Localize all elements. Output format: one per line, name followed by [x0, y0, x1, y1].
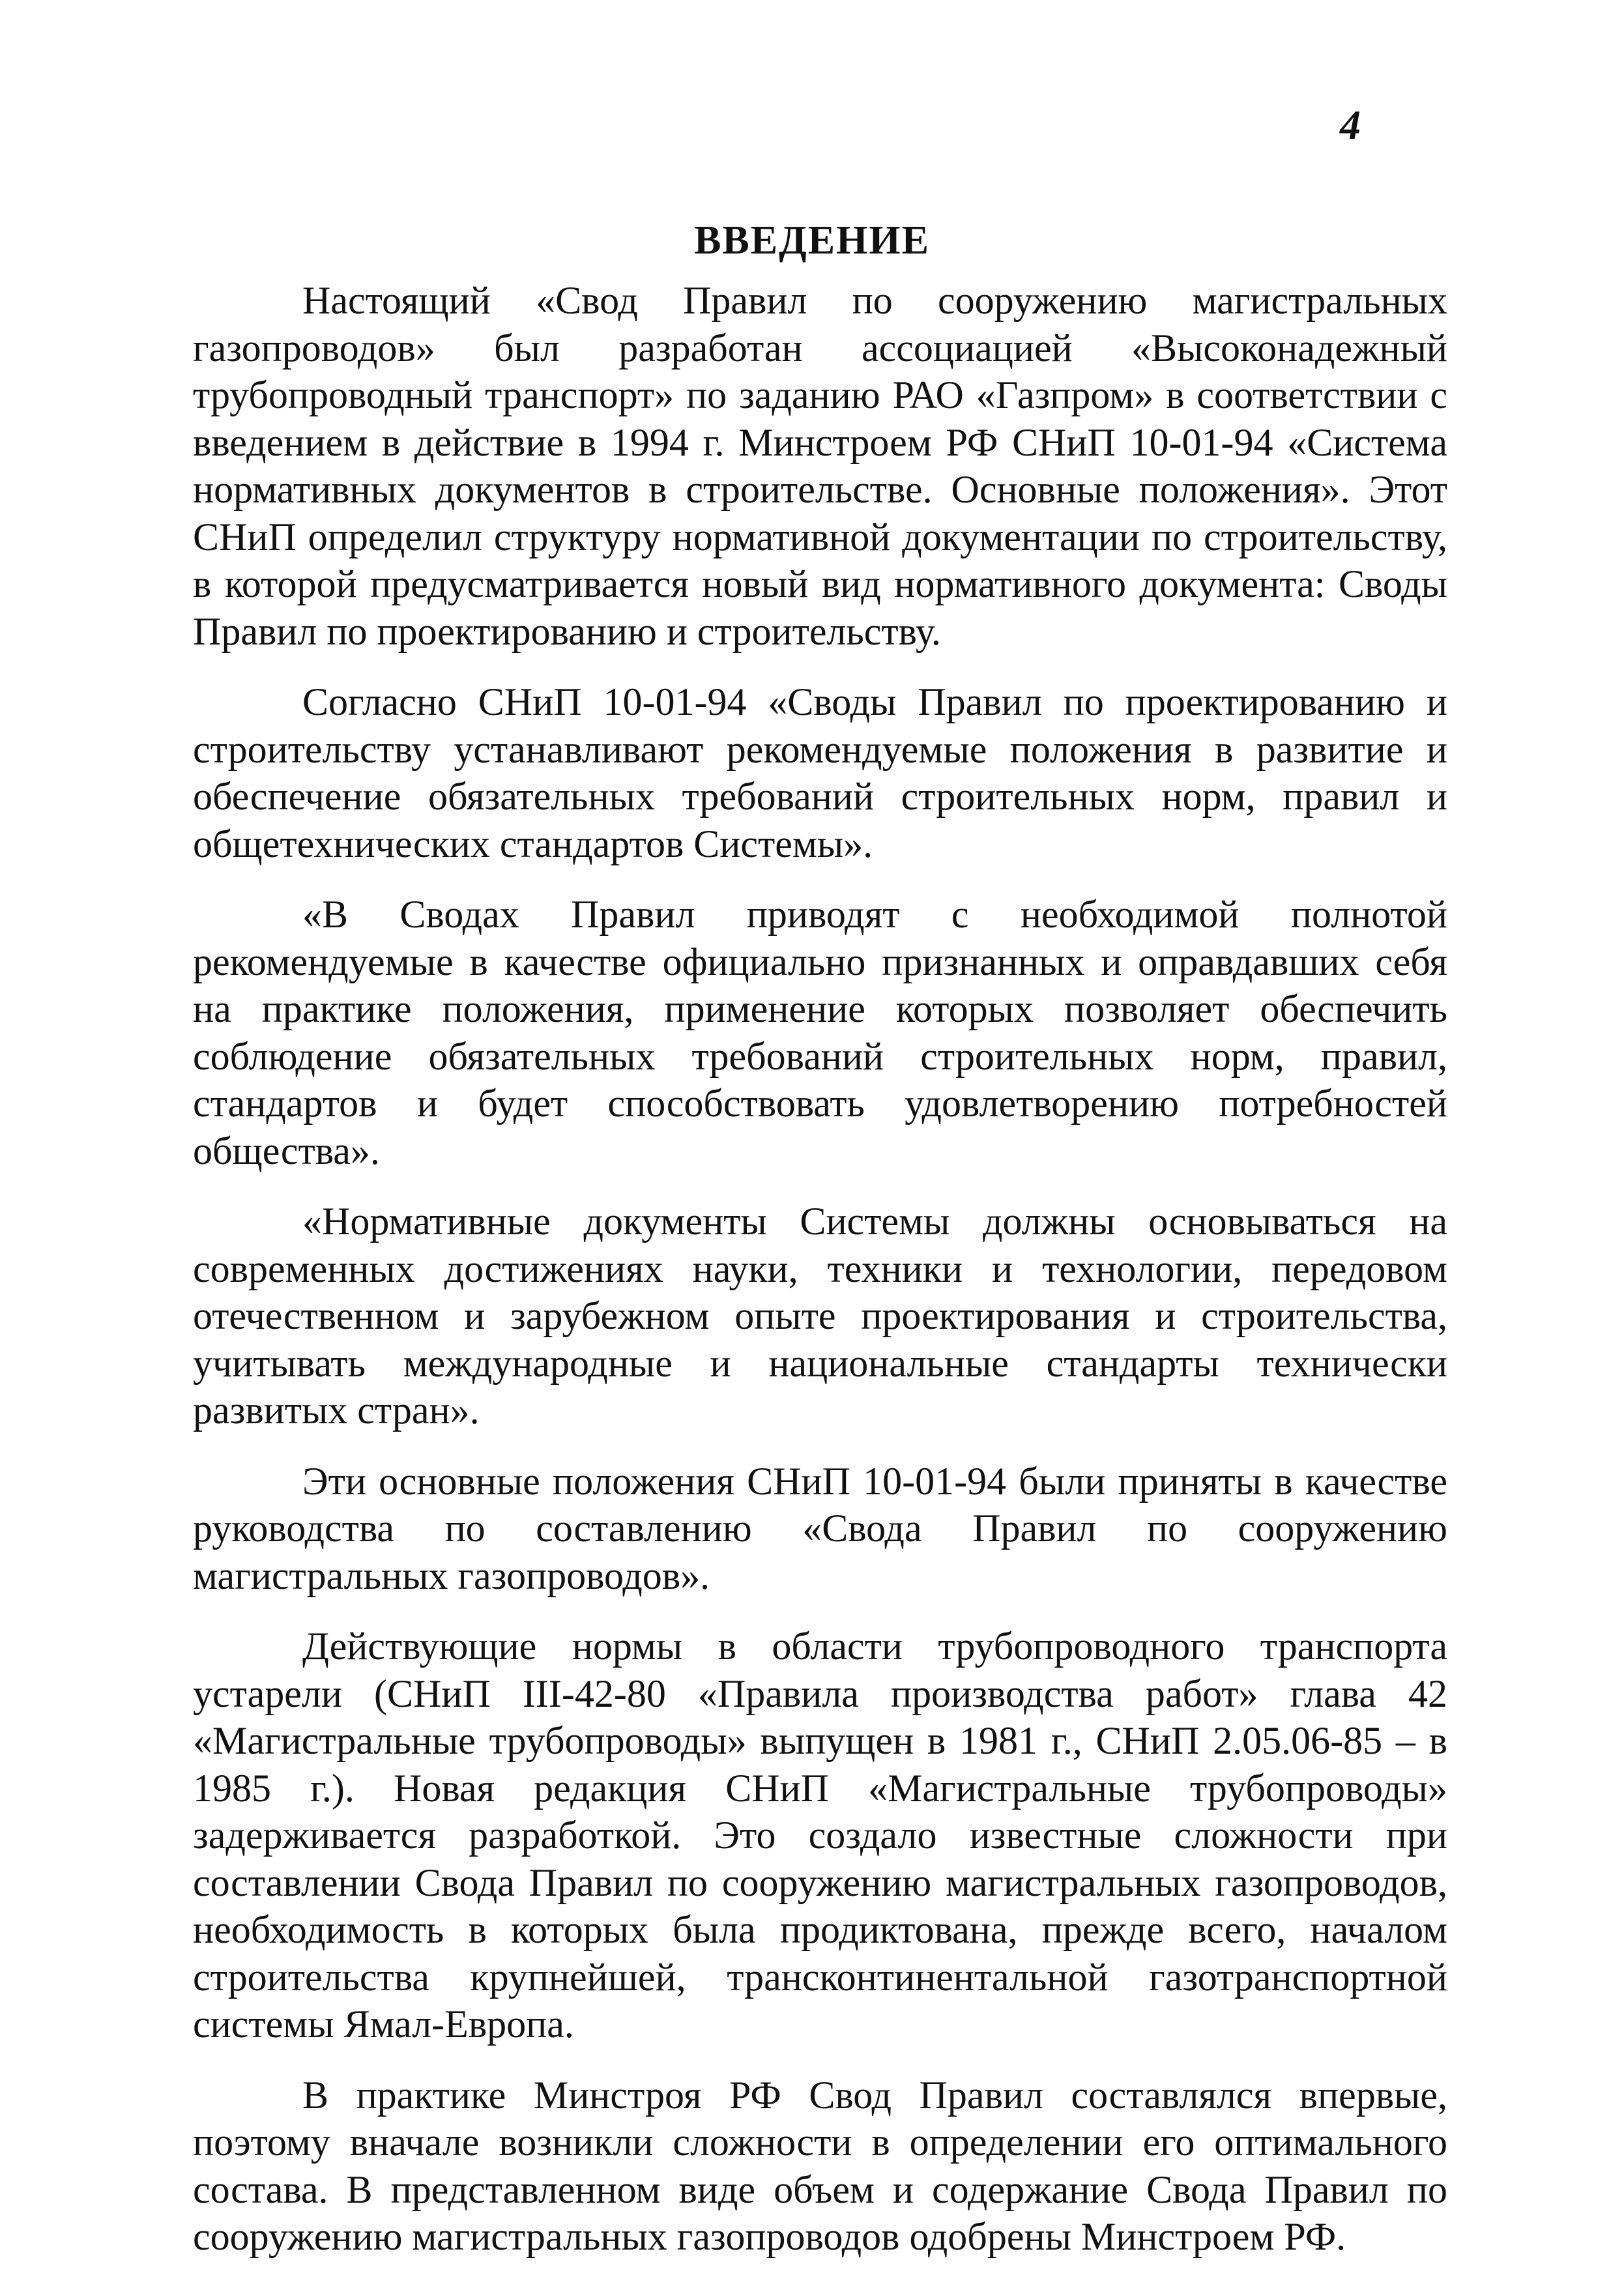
paragraph-snip-definition: Согласно СНиП 10-01-94 «Своды Правил по проектированию и строительству устанавливают рекомендуемые положения в развитие и обеспечение обязательных требований строительных норм, правил и общетехнических стандартов Системы». — [193, 680, 1447, 865]
paragraph-quote-svody: «В Сводах Правил приводят с необходимой полнотой рекомендуемые в качестве официально признанных и оправдавших себя на практике положения, применение которых позволяет обеспечить соблюдение обязательных требований строительных норм, правил, стандартов и будет способствовать удовлетворению потребностей общества». — [193, 893, 1447, 1172]
body-text — [193, 277, 1447, 2261]
paragraph-basis: Эти основные положения СНиП 10-01-94 были приняты в качестве руководства по составлению «Свода Правил по сооружению магистральных газопроводов». — [193, 1459, 1447, 1597]
section-title: ВВЕДЕНИЕ — [694, 218, 930, 263]
paragraph-quote-normative: «Нормативные документы Системы должны основываться на современных достижениях науки, техники и технологии, передовом отечественном и зарубежном опыте проектирования и строительства, учитывать международные и национальные стандарты технически развитых стран». — [193, 1200, 1447, 1432]
paragraph-intro: Настоящий «Свод Правил по сооружению магистральных газопроводов» был разработан ассоциацией «Высоконадежный трубопроводный транспорт» по заданию РАО «Газпром» в соответствии с введением в действие в 1994 г. Минстроем РФ СНиП 10-01-94 «Система нормативных документов в строительстве. Основные положения». Этот СНиП определил структуру нормативной документации по строительству, в которой предусматривается новый вид нормативного документа: Своды Правил по проектированию и строительству. — [193, 279, 1447, 653]
paragraph-practice: В практике Минстроя РФ Свод Правил составлялся впервые, поэтому вначале возникли сложности в определении его оптимального состава. В представленном виде объем и содержание Свода Правил по сооружению магистральных газопроводов одобрены Минстроем РФ. — [193, 2073, 1447, 2258]
page-number: 4 — [1340, 102, 1361, 148]
paragraph-outdated-norms: Действующие нормы в области трубопроводного транспорта устарели (СНиП III-42-80 «Правила производства работ» глава 42 «Магистральные трубопроводы» выпущен в 1981 г., СНиП 2.05.06-85 – в 1985 г.). Новая редакция СНиП «Магистральные трубопроводы» задерживается разработкой. Это создало известные сложности при составлении Свода Правил по сооружению магистральных газопроводов, необходимость в которых была продиктована, прежде всего, началом строительства крупнейшей, трансконтинентальной газотранспортной системы Ямал-Европа. — [193, 1625, 1447, 2046]
